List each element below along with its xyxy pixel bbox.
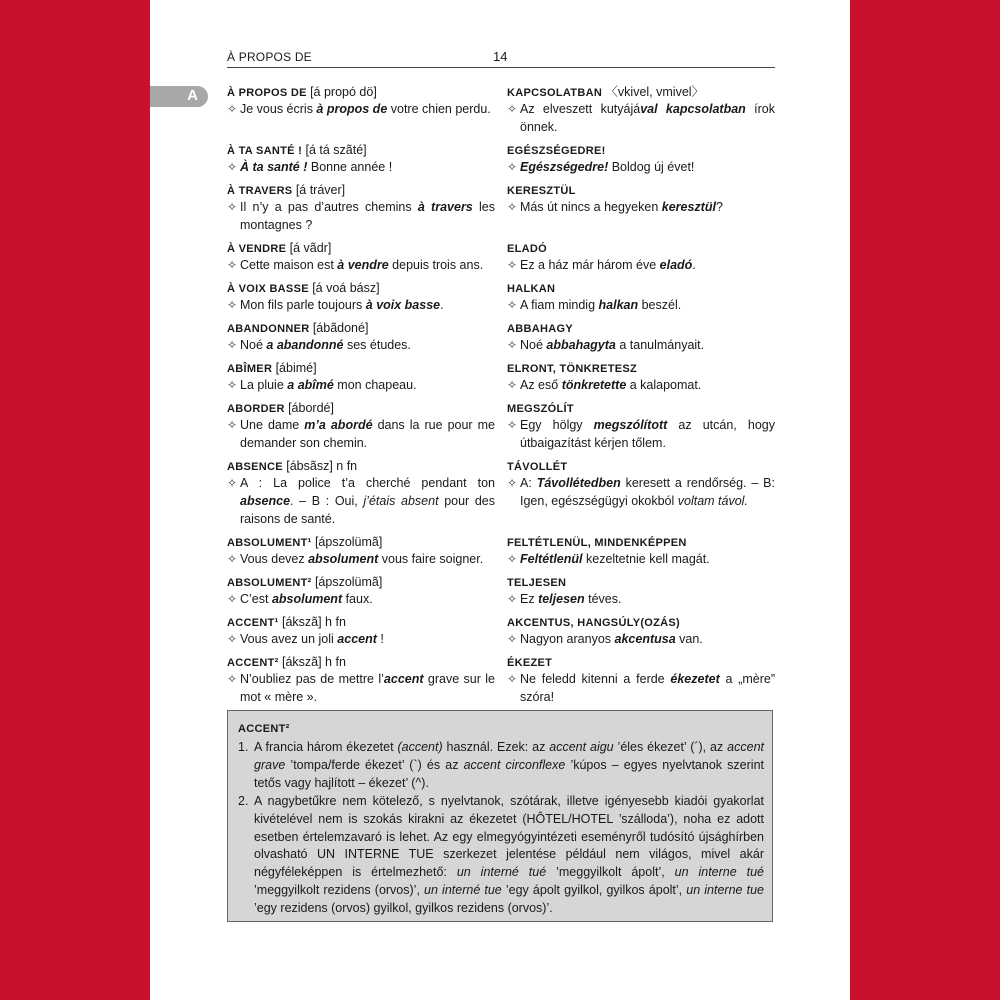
example-star-icon: ✧	[507, 476, 518, 490]
example-text: C’est absolument faux.	[240, 592, 373, 606]
example-text: Noé abbahagyta a tanulmányait.	[520, 338, 705, 352]
headword	[507, 182, 775, 198]
example-star-icon: ✧	[227, 418, 238, 432]
right-entry	[507, 142, 775, 176]
example-sentence	[507, 336, 775, 354]
example-star-icon: ✧	[507, 160, 518, 174]
example-star-icon: ✧	[227, 258, 238, 272]
right-entry	[507, 320, 775, 354]
example-sentence	[227, 416, 495, 452]
example-sentence	[507, 670, 775, 706]
headword-text: À VENDRE	[227, 243, 287, 255]
headword	[227, 320, 495, 336]
headword-text: KAPCSOLATBAN	[507, 87, 603, 99]
headword	[227, 360, 495, 376]
headword-text: FELTÉTLENÜL, MINDENKÉPPEN	[507, 537, 687, 549]
headword	[227, 142, 495, 158]
headword-text: ABANDONNER	[227, 323, 310, 335]
pronunciation: [á propó dö]	[310, 85, 377, 99]
example-star-icon: ✧	[227, 298, 238, 312]
example-star-icon: ✧	[227, 592, 238, 606]
headword	[227, 280, 495, 296]
note-item-text: A nagybetűkre nem kötelező, s nyelvtanok, szótárak, illetve igényesebb kiadói gyakorlat kivételével nem is szokás kirakni az ékezetet (HÔTEL/HOTEL ’szálloda’), noha ez adott esetben értelemzavaró is lehet. Az egy elmegyógyintézeti eseményről tudósító újsághírben olvasható UN INTERNE TUE szerkezet jelentése például nem világos, mivel akár négyféleképpen is értelmezhető: un interné tué ’meggyilkolt ápolt’, un interne tué ’meggyilkolt rezidens (orvos)’, un interné tue ’egy ápolt gyilkol, gyilkos ápolt’, un interne tue ’egy rezidens (orvos) gyilkol, gyilkos rezidens (orvos)’.	[254, 794, 764, 915]
headword	[227, 84, 495, 100]
example-sentence	[507, 158, 775, 176]
example-text: À ta santé ! Bonne année !	[240, 160, 393, 174]
example-sentence	[227, 198, 495, 234]
right-entry	[507, 360, 775, 394]
pronunciation: [ápszolümã]	[314, 535, 383, 549]
example-text: N’oubliez pas de mettre l’accent grave sur le mot « mère ».	[240, 672, 495, 704]
example-star-icon: ✧	[507, 552, 518, 566]
letter-tab-label: A	[187, 87, 198, 104]
example-text: Ez a ház már három éve eladó.	[520, 258, 696, 272]
headword	[227, 614, 495, 630]
running-header	[227, 50, 775, 68]
headword-text: ABORDER	[227, 403, 285, 415]
example-text: Mon fils parle toujours à voix basse.	[240, 298, 444, 312]
headword	[507, 400, 775, 416]
headword	[507, 240, 775, 256]
example-text: Il n’y a pas d’autres chemins à travers les montagnes ?	[240, 200, 495, 232]
note-item-number: 2.	[238, 794, 249, 808]
example-star-icon: ✧	[227, 632, 238, 646]
example-star-icon: ✧	[507, 378, 518, 392]
example-text: Ez teljesen téves.	[520, 592, 622, 606]
example-sentence	[227, 336, 495, 354]
headword	[507, 360, 775, 376]
pronunciation: [ábordé]	[288, 401, 334, 415]
left-entry	[227, 458, 495, 528]
headword-text: ELRONT, TÖNKRETESZ	[507, 363, 638, 375]
headword-text: ACCENT¹	[227, 617, 279, 629]
headword	[507, 534, 775, 550]
example-star-icon: ✧	[507, 258, 518, 272]
example-text: Az eső tönkretette a kalapomat.	[520, 378, 702, 392]
example-sentence	[227, 100, 495, 118]
pronunciation: [á tá szãté]	[305, 143, 367, 157]
headword-text: ACCENT²	[227, 657, 279, 669]
headword	[507, 654, 775, 670]
example-text: Cette maison est à vendre depuis trois ans.	[240, 258, 484, 272]
headword-text: ABBAHAGY	[507, 323, 573, 335]
left-entry	[227, 240, 495, 274]
example-star-icon: ✧	[507, 592, 518, 606]
left-entry	[227, 534, 495, 568]
example-star-icon: ✧	[507, 672, 518, 686]
headword	[507, 574, 775, 590]
left-entry	[227, 142, 495, 176]
headword-text: À TRAVERS	[227, 185, 293, 197]
example-star-icon: ✧	[227, 476, 238, 490]
pronunciation: 〈vkivel, vmivel〉	[605, 85, 705, 99]
pronunciation: [ábsãsz] n fn	[286, 459, 358, 473]
example-text: Ne feledd kitenni a ferde ékezetet a „mère” szóra!	[520, 672, 775, 704]
letter-thumb-tab[interactable]	[150, 86, 208, 107]
example-text: Noé a abandonné ses études.	[240, 338, 411, 352]
example-sentence	[227, 474, 495, 528]
example-star-icon: ✧	[227, 338, 238, 352]
example-sentence	[227, 630, 495, 648]
right-entry	[507, 614, 775, 648]
left-entry	[227, 654, 495, 706]
example-sentence	[507, 630, 775, 648]
example-star-icon: ✧	[227, 378, 238, 392]
headword-text: AKCENTUS, HANGSÚLY(OZÁS)	[507, 617, 681, 629]
note-item-text: A francia három ékezetet (accent) használ. Ezek: az accent aigu ’éles ékezet’ (´), az accent grave ’tompa/ferde ékezet’ (`) és az accent circonflexe ’kúpos – egyes nyelvtanok szerint tetős vagy hajlított – ékezet’ (^).	[254, 740, 765, 790]
right-entry	[507, 240, 775, 274]
headword-text: ABÎMER	[227, 363, 273, 375]
example-star-icon: ✧	[227, 200, 238, 214]
headword-text: EGÉSZSÉGEDRE!	[507, 145, 606, 157]
right-entry	[507, 534, 775, 568]
example-sentence	[507, 474, 775, 510]
example-sentence	[227, 550, 495, 568]
headword-text: À TA SANTÉ !	[227, 145, 303, 157]
headword	[227, 182, 495, 198]
right-entry	[507, 574, 775, 608]
example-sentence	[507, 416, 775, 452]
headword	[507, 280, 775, 296]
note-item-number: 1.	[238, 740, 249, 754]
example-sentence	[507, 296, 775, 314]
pronunciation: [ábãdoné]	[312, 321, 369, 335]
right-entry	[507, 654, 775, 706]
example-text: Nagyon aranyos akcentusa van.	[520, 632, 703, 646]
headword-text: TÁVOLLÉT	[507, 461, 568, 473]
pronunciation: [ákszã] h fn	[281, 655, 346, 669]
pronunciation: [á tráver]	[295, 183, 346, 197]
note-title: ACCENT²	[238, 723, 290, 735]
headword-text: MEGSZÓLÍT	[507, 403, 574, 415]
example-star-icon: ✧	[507, 102, 518, 116]
example-star-icon: ✧	[507, 338, 518, 352]
right-entry	[507, 400, 775, 452]
example-sentence	[507, 198, 775, 216]
headword	[507, 458, 775, 474]
example-text: A fiam mindig halkan beszél.	[520, 298, 682, 312]
example-text: Az elveszett kutyájával kapcsolatban írok önnek.	[520, 102, 775, 134]
example-text: A: Távollétedben keresett a rendőrség. – B: Igen, egészségügyi okokból voltam távol.	[520, 476, 775, 508]
example-sentence	[507, 550, 775, 568]
example-sentence	[227, 376, 495, 394]
example-text: La pluie a abîmé mon chapeau.	[240, 378, 417, 392]
left-entry	[227, 320, 495, 354]
example-text: Une dame m’a abordé dans la rue pour me demander son chemin.	[240, 418, 495, 450]
left-entry	[227, 280, 495, 314]
left-entry	[227, 400, 495, 452]
right-entry	[507, 182, 775, 216]
grammar-note-box	[227, 710, 773, 922]
pronunciation: [ápszolümã]	[314, 575, 383, 589]
headword-text: À PROPOS DE	[227, 87, 307, 99]
headword	[507, 320, 775, 336]
example-star-icon: ✧	[507, 200, 518, 214]
left-entry	[227, 182, 495, 234]
right-entry	[507, 458, 775, 510]
example-star-icon: ✧	[507, 418, 518, 432]
example-text: A : La police t’a cherché pendant ton absence. – B : Oui, j’étais absent pour des raisons de santé.	[240, 476, 496, 526]
example-sentence	[507, 376, 775, 394]
example-star-icon: ✧	[227, 160, 238, 174]
pronunciation: [á voá bász]	[312, 281, 380, 295]
headword-text: ELADÓ	[507, 243, 547, 255]
example-text: Vous devez absolument vous faire soigner.	[240, 552, 484, 566]
example-text: Egészségedre! Boldog új évet!	[520, 160, 695, 174]
note-item	[238, 739, 764, 792]
example-sentence	[227, 158, 495, 176]
left-entry	[227, 84, 495, 118]
headword	[507, 614, 775, 630]
headword	[227, 654, 495, 670]
headword-text: TELJESEN	[507, 577, 567, 589]
left-entry	[227, 360, 495, 394]
example-star-icon: ✧	[507, 298, 518, 312]
example-star-icon: ✧	[227, 102, 238, 116]
page-number: 14	[493, 49, 508, 64]
example-text: Más út nincs a hegyeken keresztül?	[520, 200, 723, 214]
right-entry	[507, 280, 775, 314]
headword-text: HALKAN	[507, 283, 556, 295]
note-item	[238, 793, 764, 918]
example-sentence	[507, 256, 775, 274]
right-entry	[507, 84, 775, 136]
headword-text: KERESZTÜL	[507, 185, 576, 197]
headword	[227, 240, 495, 256]
pronunciation: [á vãdr]	[289, 241, 332, 255]
pronunciation: [ábimé]	[275, 361, 317, 375]
example-sentence	[227, 590, 495, 608]
example-sentence	[227, 256, 495, 274]
left-entry	[227, 574, 495, 608]
headword-text: À VOIX BASSE	[227, 283, 309, 295]
example-star-icon: ✧	[227, 552, 238, 566]
pronunciation: [ákszã] h fn	[281, 615, 346, 629]
example-sentence	[227, 296, 495, 314]
headword	[227, 400, 495, 416]
example-sentence	[227, 670, 495, 706]
example-star-icon: ✧	[507, 632, 518, 646]
example-star-icon: ✧	[227, 672, 238, 686]
example-text: Vous avez un joli accent !	[240, 632, 384, 646]
example-sentence	[507, 590, 775, 608]
headword	[227, 534, 495, 550]
left-entry	[227, 614, 495, 648]
example-sentence	[507, 100, 775, 136]
headword	[507, 142, 775, 158]
headword	[507, 84, 775, 100]
example-text: Je vous écris à propos de votre chien perdu.	[240, 102, 491, 116]
example-text: Feltétlenül kezeltetnie kell magát.	[520, 552, 710, 566]
headword	[227, 458, 495, 474]
example-text: Egy hölgy megszólított az utcán, hogy útbaigazítást kérjen tőlem.	[520, 418, 775, 450]
headword-text: ABSOLUMENT¹	[227, 537, 312, 549]
headword	[227, 574, 495, 590]
running-header-title: À PROPOS DE	[227, 50, 312, 64]
headword-text: ÉKEZET	[507, 657, 553, 669]
headword-text: ABSOLUMENT²	[227, 577, 312, 589]
headword-text: ABSENCE	[227, 461, 283, 473]
